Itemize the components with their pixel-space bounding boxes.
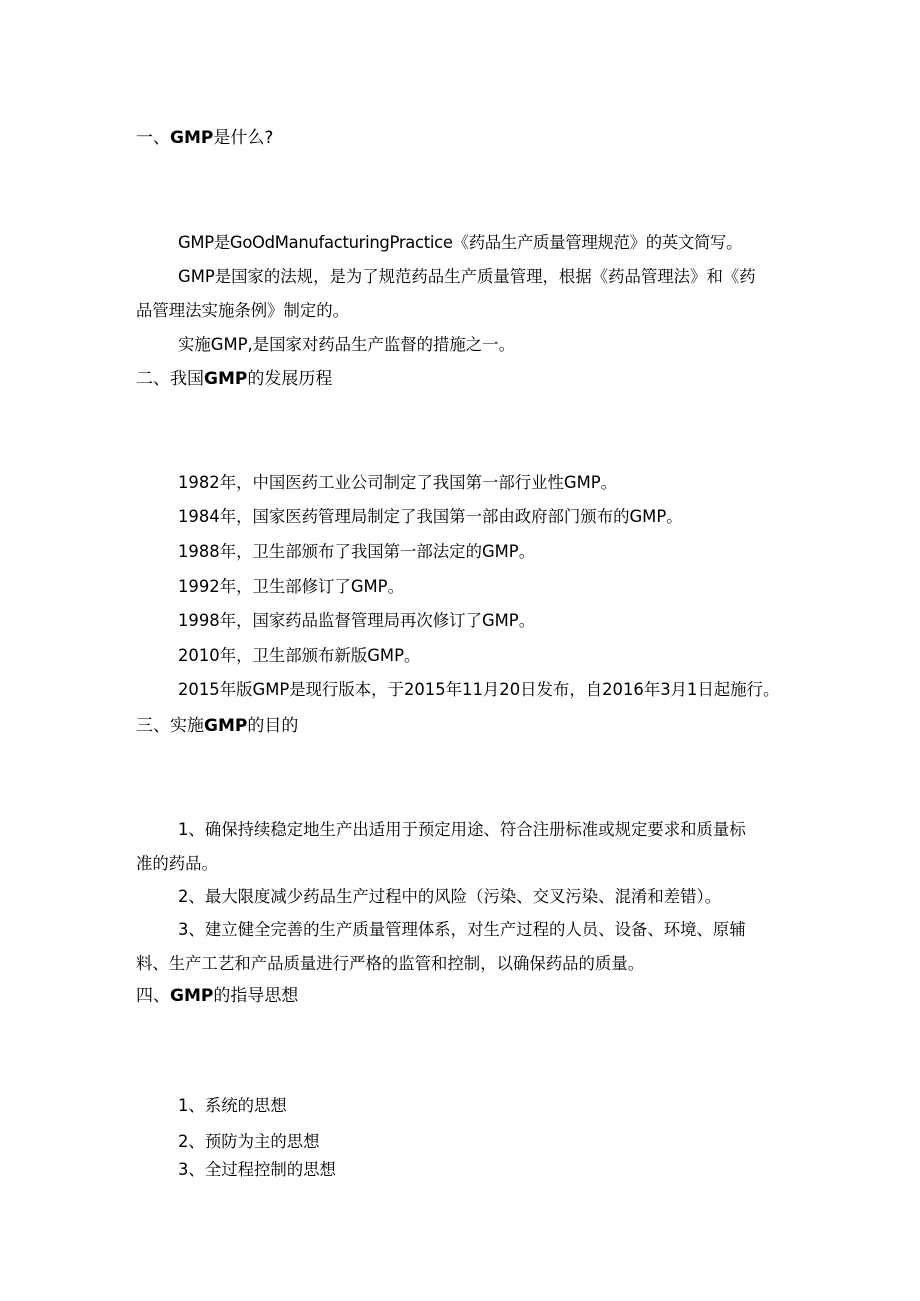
section-1-paragraph-1: GMP是GoOdManufacturingPractice《药品生产质量管理规范》的英文简写。 xyxy=(178,233,743,252)
history-item-1992: 1992年，卫生部修订了GMP。 xyxy=(178,577,404,596)
history-item-1982: 1982年，中国医药工业公司制定了我国第一部行业性GMP。 xyxy=(178,473,618,492)
purpose-1-line-2: 准的药品。 xyxy=(136,854,218,873)
purpose-1-line-1: 1、确保持续稳定地生产出适用于预定用途、符合注册标准或规定要求和质量标 xyxy=(178,820,746,839)
section-4-heading-suffix: 的指导思想 xyxy=(213,986,299,1006)
section-2-heading-prefix: 二、我国 xyxy=(136,369,204,389)
purpose-3-line-1: 3、建立健全完善的生产质量管理体系，对生产过程的人员、设备、环境、原辅 xyxy=(178,920,746,939)
section-4-heading-prefix: 四、 xyxy=(136,986,170,1006)
history-item-1984: 1984年，国家医药管理局制定了我国第一部由政府部门颁布的GMP。 xyxy=(178,507,683,526)
section-1-heading-gmp: GMP xyxy=(170,128,214,148)
guideline-3: 3、全过程控制的思想 xyxy=(178,1160,336,1179)
history-item-1998: 1998年，国家药品监督管理局再次修订了GMP。 xyxy=(178,611,536,630)
section-3-heading-gmp: GMP xyxy=(204,716,248,736)
section-3-heading-prefix: 三、实施 xyxy=(136,716,204,736)
section-2-heading-suffix: 的发展历程 xyxy=(247,369,333,389)
guideline-1: 1、系统的思想 xyxy=(178,1096,287,1115)
section-4-heading-gmp: GMP xyxy=(170,986,214,1006)
section-1-heading-suffix: 是什么? xyxy=(213,128,274,148)
guideline-2: 2、预防为主的思想 xyxy=(178,1132,320,1151)
section-2-heading-gmp: GMP xyxy=(204,369,248,389)
purpose-3-line-2: 料、生产工艺和产品质量进行严格的监管和控制，以确保药品的质量。 xyxy=(136,954,645,973)
purpose-2: 2、最大限度减少药品生产过程中的风险（污染、交叉污染、混淆和差错）。 xyxy=(178,887,722,906)
section-3-heading-suffix: 的目的 xyxy=(247,716,299,736)
section-1-heading-prefix: 一、 xyxy=(136,128,170,148)
history-item-1988: 1988年，卫生部颁布了我国第一部法定的GMP。 xyxy=(178,542,536,561)
section-3-heading xyxy=(136,715,298,737)
history-item-2010: 2010年，卫生部颁布新版GMP。 xyxy=(178,646,421,665)
section-1-paragraph-2-line-1: GMP是国家的法规，是为了规范药品生产质量管理，根据《药品管理法》和《药 xyxy=(178,267,756,286)
section-4-heading xyxy=(136,985,298,1007)
history-item-2015: 2015年版GMP是现行版本，于2015年11月20日发布，自2016年3月1日起施行。 xyxy=(178,680,780,699)
section-1-paragraph-2-line-2: 品管理法实施条例》制定的。 xyxy=(136,301,350,320)
section-1-paragraph-3: 实施GMP,是国家对药品生产监督的措施之一。 xyxy=(178,335,515,354)
section-1-heading xyxy=(136,127,273,149)
section-2-heading xyxy=(136,368,332,390)
